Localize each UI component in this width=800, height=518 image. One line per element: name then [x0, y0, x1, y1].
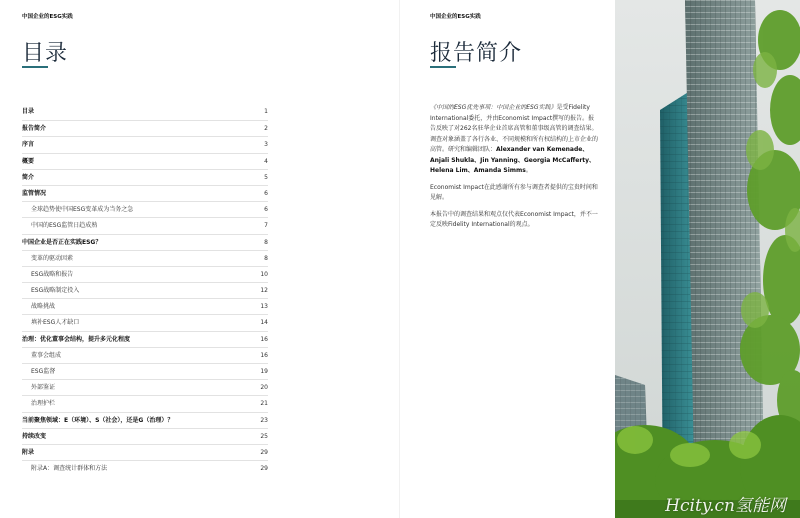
toc-entry[interactable]: [22, 217, 268, 233]
toc-entry-page: 14: [260, 319, 268, 327]
toc-entry[interactable]: [22, 185, 268, 201]
toc-entry[interactable]: [22, 136, 268, 152]
right-page: [400, 0, 800, 518]
skyscraper-foliage-image: [615, 0, 800, 518]
toc-entry-page: 6: [264, 189, 268, 197]
toc-entry-label: 持续改变: [22, 432, 47, 440]
toc-entry-label: 变革的驱动因素: [31, 254, 74, 262]
toc-entry-label: 报告简介: [22, 125, 47, 133]
toc-entry-label: 附录: [22, 448, 35, 456]
toc-entry[interactable]: [22, 266, 268, 282]
toc-entry-page: 12: [260, 287, 268, 295]
toc-entry-label: 董事会组成: [31, 351, 62, 359]
toc-entry-label: 附录A：调查统计群体和方法: [31, 465, 108, 473]
toc-entry[interactable]: [22, 331, 268, 347]
toc-entry-page: 21: [260, 400, 268, 408]
running-head: 中国企业的ESG实践: [22, 14, 73, 20]
toc-entry-label: 战略挑战: [31, 303, 56, 311]
toc-entry-page: 4: [264, 157, 268, 165]
toc-entry[interactable]: [22, 282, 268, 298]
report-intro: [430, 103, 600, 237]
toc-entry[interactable]: [22, 250, 268, 266]
site-watermark: Hcity.cn氢能网: [665, 496, 786, 516]
toc-entry[interactable]: [22, 314, 268, 330]
toc-entry-page: 29: [260, 448, 268, 456]
toc-entry-label: ESG监督: [31, 368, 56, 375]
toc-entry[interactable]: [22, 379, 268, 395]
toc-entry-page: 6: [264, 206, 268, 214]
toc-entry-page: 16: [260, 335, 268, 343]
toc-entry-page: 1: [264, 108, 268, 115]
intro-paragraph: [430, 103, 600, 177]
toc-entry-label: 全球趋势使中国ESG变革成为当务之急: [31, 206, 134, 214]
toc-entry-label: 中国企业是否正在实践ESG？: [22, 238, 102, 246]
toc-entry[interactable]: [22, 444, 268, 460]
running-head: 中国企业的ESG实践: [430, 14, 481, 20]
toc-entry[interactable]: [22, 153, 268, 169]
toc-entry-page: 16: [260, 351, 268, 359]
intro-text: 是受Fidelity International委托，并由Economist Impact撰写的报告。报告反映了对262名驻华企业首席高管和董事级高管的调查结果。调查对象涵盖了各行各业、不同规模和所有权结构的上市企业的高管。研究和编辑团队：: [430, 104, 599, 153]
toc-entry-page: 29: [260, 465, 268, 473]
toc-entry-page: 2: [264, 125, 268, 133]
toc-entry-label: 概要: [22, 157, 35, 165]
title-accent-rule: [22, 66, 48, 68]
toc-entry-page: 5: [264, 173, 268, 181]
toc-entry-label: 序言: [22, 141, 35, 149]
toc-entry-label: ESG战略制定投入: [31, 287, 80, 295]
page-title: 目录: [22, 41, 69, 66]
toc-entry[interactable]: [22, 298, 268, 314]
toc-entry-label: 简介: [22, 173, 35, 181]
toc-entry[interactable]: [22, 201, 268, 217]
toc-entry-page: 23: [260, 416, 268, 424]
toc-entry-label: 治理护栏: [31, 400, 56, 408]
cover-photo: [615, 0, 800, 518]
title-accent-rule: [430, 66, 456, 68]
toc-entry[interactable]: [22, 412, 268, 428]
disclaimer-paragraph: 本报告中的调查结果和观点仅代表Economist Impact，并不一定反映Fidelity International的观点。: [430, 210, 598, 228]
toc-entry-label: 目录: [22, 108, 35, 115]
toc-entry-label: 治理：优化董事会结构，提升多元化程度: [22, 335, 131, 343]
toc-entry-page: 3: [264, 141, 268, 149]
toc-entry[interactable]: [22, 104, 268, 120]
toc-entry-label: 填补ESG人才缺口: [31, 319, 80, 327]
toc-entry-label: ESG战略和报告: [31, 270, 74, 278]
toc-entry-page: 10: [260, 270, 268, 278]
toc-entry-page: 25: [260, 432, 268, 440]
table-of-contents: [22, 104, 268, 476]
toc-entry-label: 外部鉴证: [31, 384, 56, 392]
toc-entry-page: 13: [260, 303, 268, 311]
toc-entry[interactable]: [22, 347, 268, 363]
toc-entry-label: 当前聚焦领域：E（环境）、S（社会），还是G（治理）？: [22, 416, 174, 424]
page-title: 报告简介: [430, 41, 523, 66]
toc-entry[interactable]: [22, 120, 268, 136]
toc-entry-page: 20: [260, 384, 268, 392]
intro-end: 。: [525, 167, 532, 174]
toc-entry-page: 7: [264, 222, 268, 230]
toc-entry-page: 19: [260, 368, 268, 375]
report-title-ref: 《中国的ESG优先事项：中国企业的ESG实践》: [430, 104, 557, 111]
toc-entry-label: 中国的ESG监管日趋成熟: [31, 222, 98, 230]
acknowledgement-paragraph: Economist Impact在此感谢所有参与调查者提供的宝贵时间和见解。: [430, 183, 598, 201]
toc-entry-page: 8: [264, 254, 268, 262]
toc-entry[interactable]: [22, 460, 268, 476]
toc-entry-page: 8: [264, 238, 268, 246]
toc-entry[interactable]: [22, 395, 268, 411]
toc-entry-label: 监管情况: [22, 189, 47, 197]
toc-entry[interactable]: [22, 234, 268, 250]
toc-entry[interactable]: [22, 363, 268, 379]
toc-entry[interactable]: [22, 428, 268, 444]
toc-entry[interactable]: [22, 169, 268, 185]
team-names: Alexander van Kemenade、Anjali Shukla、Jin Yanning、Georgia McCafferty、Helena Lim、Amanda Simms: [430, 146, 596, 174]
